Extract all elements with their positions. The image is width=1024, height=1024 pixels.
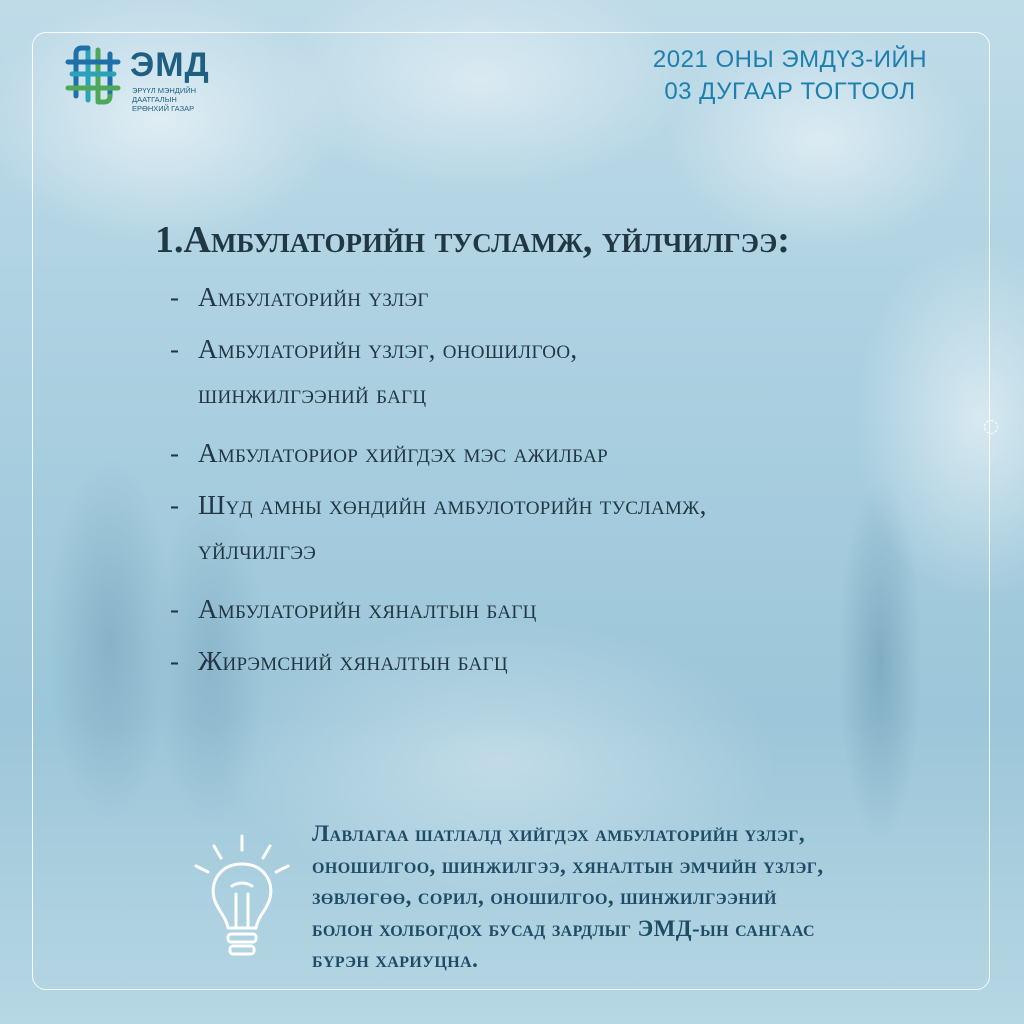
resolution-title-line2: 03 ДУГААР ТОГТООЛ	[664, 78, 916, 105]
list-item-text: Амбулаторийн үзлэг	[198, 282, 429, 312]
list-item	[170, 334, 707, 438]
service-list	[170, 282, 707, 698]
list-item-continuation: шинжилгээний багц	[198, 379, 427, 409]
knot-logo-icon	[62, 44, 124, 106]
list-item-text: Жирэмсний хяналтын багц	[198, 646, 508, 676]
section-heading: 1.Амбулаторийн тусламж, үйлчилгээ:	[155, 219, 790, 261]
list-item-text: Амбулаторийн хяналтын багц	[198, 594, 537, 624]
note-line: Лавлагаа шатлалд хийгдэх амбулаторийн үзлэг,	[312, 821, 805, 846]
list-item-text: Амбулаторийн үзлэг, оношилгоо,	[198, 334, 578, 364]
list-dash: -	[170, 490, 180, 520]
list-dash: -	[170, 594, 180, 624]
reference-note	[312, 818, 992, 976]
lightbulb-icon	[192, 834, 292, 964]
list-item	[170, 438, 707, 490]
list-item	[170, 646, 707, 698]
note-line: оношилгоо, шинжилгээ, хяналтын эмчийн үзлэг,	[312, 852, 824, 878]
logo-subtitle-line2: ЕРӨНХИЙ ГАЗАР	[132, 104, 195, 113]
list-item	[170, 490, 707, 594]
emd-logo	[62, 44, 242, 113]
logo-subtitle-line1: ЭРҮҮЛ МЭНДИЙН ДААТГАЛЫН	[132, 86, 197, 104]
page-indicator-dot[interactable]	[984, 420, 998, 434]
list-dash: -	[170, 438, 180, 468]
list-dash: -	[170, 646, 180, 676]
list-item-text: Шүд амны хөндийн амбулоторийн тусламж,	[198, 490, 707, 520]
note-line: зөвлөгөө, сорил, оношилгоо, шинжилгээний	[312, 884, 777, 909]
note-line: бүрэн хариуцна.	[312, 947, 479, 972]
list-dash: -	[170, 282, 180, 312]
list-item-text: Амбулаториор хийгдэх мэс ажилбар	[198, 438, 609, 468]
logo-subtitle	[132, 86, 242, 113]
resolution-title-line1: 2021 ОНЫ ЭМДҮЗ-ИЙН	[652, 46, 928, 73]
list-item	[170, 282, 707, 334]
list-item	[170, 594, 707, 646]
resolution-title	[600, 44, 980, 108]
logo-title: ЭМД	[130, 46, 210, 84]
note-line: болон холбогдох бусад зардлыг ЭМД-ын сангаас	[312, 915, 816, 941]
list-item-continuation: үйлчилгээ	[198, 535, 317, 565]
list-dash: -	[170, 334, 180, 364]
